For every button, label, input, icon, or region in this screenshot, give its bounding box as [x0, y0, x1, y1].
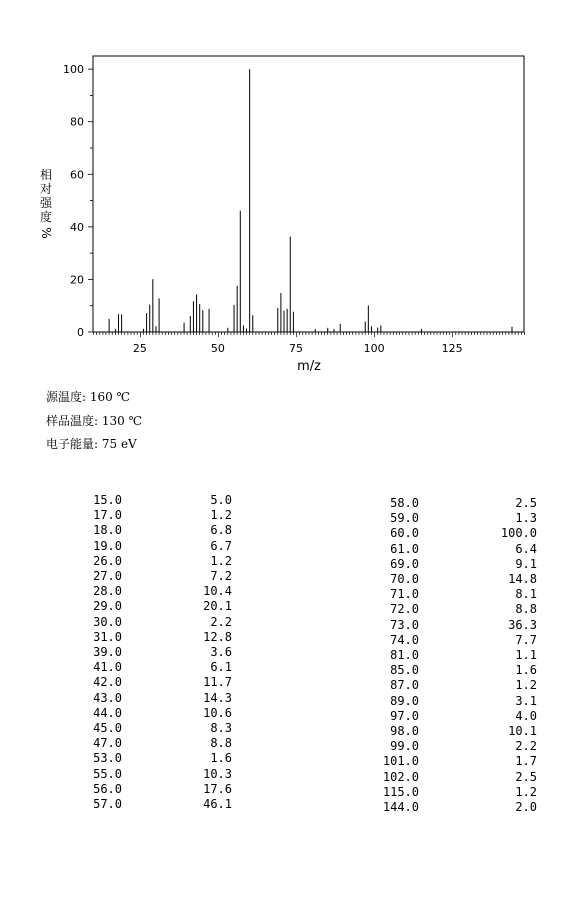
x-tick-label: 125	[441, 342, 463, 355]
peak-intensity: 9.1	[515, 556, 537, 571]
peak-intensity: 10.1	[508, 724, 537, 739]
peak-mz: 61.0	[390, 541, 419, 556]
peak-intensity: 2.0	[515, 800, 537, 815]
source-temperature	[46, 388, 130, 405]
sample-temperature-value: 130 ℃	[101, 414, 143, 428]
source-temperature-value: 160 ℃	[89, 390, 131, 404]
peak-row	[377, 754, 537, 769]
peak-mz: 28.0	[93, 584, 122, 599]
peak-row	[377, 526, 537, 541]
peak-row	[377, 709, 537, 724]
peak-mz: 59.0	[390, 511, 419, 526]
peak-intensity: 1.2	[515, 784, 537, 799]
peak-mz: 29.0	[93, 599, 122, 614]
peak-mz: 17.0	[93, 508, 122, 523]
peak-mz: 99.0	[390, 739, 419, 754]
peak-row	[377, 557, 537, 572]
peak-intensity: 6.7	[210, 538, 232, 553]
peak-mz: 19.0	[93, 538, 122, 553]
peak-row	[377, 602, 537, 617]
peak-row	[377, 633, 537, 648]
peak-row	[90, 660, 232, 675]
peak-row	[377, 785, 537, 800]
peak-row	[377, 618, 537, 633]
peak-row	[377, 678, 537, 693]
peak-row	[90, 569, 232, 584]
peak-row	[90, 691, 232, 706]
peak-mz: 73.0	[390, 617, 419, 632]
peak-table-left	[90, 493, 232, 812]
peak-intensity: 6.8	[210, 523, 232, 538]
y-tick-label: 60	[70, 168, 84, 182]
peak-intensity: 1.3	[515, 511, 537, 526]
x-axis-ticks	[94, 332, 525, 355]
peak-row	[377, 648, 537, 663]
peak-row	[377, 724, 537, 739]
peak-row	[377, 496, 537, 511]
peak-intensity: 10.6	[203, 705, 232, 720]
peak-row	[90, 782, 232, 797]
peak-row	[377, 694, 537, 709]
peak-intensity: 7.7	[515, 632, 537, 647]
peak-intensity: 11.7	[203, 675, 232, 690]
y-tick-label: 40	[70, 220, 84, 234]
peak-intensity: 36.3	[508, 617, 537, 632]
peak-intensity: 10.3	[203, 766, 232, 781]
peak-intensity: 2.2	[515, 739, 537, 754]
peak-intensity: 8.8	[210, 736, 232, 751]
peak-intensity: 14.8	[508, 572, 537, 587]
peak-intensity: 4.0	[515, 708, 537, 723]
peak-mz: 45.0	[93, 721, 122, 736]
peak-intensity: 17.6	[203, 781, 232, 796]
peak-intensity: 10.4	[203, 584, 232, 599]
peak-intensity: 1.6	[515, 663, 537, 678]
peak-row	[90, 554, 232, 569]
peak-mz: 30.0	[93, 614, 122, 629]
peak-intensity: 1.2	[210, 553, 232, 568]
peak-mz: 43.0	[93, 690, 122, 705]
y-axis-label	[38, 168, 54, 240]
peak-row	[90, 675, 232, 690]
peak-intensity: 1.7	[515, 754, 537, 769]
peak-mz: 115.0	[382, 784, 419, 799]
sample-temperature	[46, 412, 142, 429]
peak-intensity: 1.1	[515, 648, 537, 663]
peak-row	[90, 493, 232, 508]
peak-intensity: 7.2	[210, 569, 232, 584]
peak-row	[377, 572, 537, 587]
peak-mz: 57.0	[93, 797, 122, 812]
y-tick-label: 100	[63, 63, 84, 77]
x-tick-label: 50	[210, 342, 225, 355]
peak-mz: 56.0	[93, 781, 122, 796]
peak-mz: 31.0	[93, 629, 122, 644]
peak-mz: 89.0	[390, 693, 419, 708]
peak-mz: 102.0	[382, 769, 419, 784]
y-axis-ticks	[63, 63, 93, 339]
peak-intensity: 2.5	[515, 769, 537, 784]
peak-row	[90, 645, 232, 660]
peak-intensity: 6.4	[515, 541, 537, 556]
peak-intensity: 2.5	[515, 496, 537, 510]
peak-mz: 44.0	[93, 705, 122, 720]
peak-mz: 71.0	[390, 587, 419, 602]
peak-mz: 101.0	[382, 754, 419, 769]
peak-mz: 81.0	[390, 648, 419, 663]
peak-mz: 39.0	[93, 645, 122, 660]
peak-row	[90, 508, 232, 523]
peak-mz: 72.0	[390, 602, 419, 617]
peak-row	[377, 511, 537, 526]
x-tick-label: 75	[289, 342, 304, 355]
peak-intensity: 6.1	[210, 660, 232, 675]
electron-energy	[46, 435, 137, 452]
peak-row	[90, 751, 232, 766]
y-tick-label: 20	[70, 273, 84, 287]
peak-mz: 58.0	[390, 496, 419, 510]
peak-row	[90, 584, 232, 599]
peak-row	[377, 770, 537, 785]
peak-row	[90, 767, 232, 782]
peak-mz: 18.0	[93, 523, 122, 538]
peak-row	[90, 523, 232, 538]
peak-row	[90, 706, 232, 721]
x-axis-label: m/z	[297, 359, 321, 374]
peak-intensity: 8.3	[210, 721, 232, 736]
y-tick-label: 80	[70, 115, 84, 129]
peak-row	[377, 587, 537, 602]
y-tick-label: 0	[77, 326, 84, 339]
peak-row	[377, 800, 537, 815]
peak-row	[90, 797, 232, 812]
electron-energy-label: 电子能量:	[46, 437, 99, 451]
peak-intensity: 3.6	[210, 645, 232, 660]
peak-intensity: 20.1	[203, 599, 232, 614]
peak-intensity: 14.3	[203, 690, 232, 705]
electron-energy-value: 75 eV	[101, 437, 137, 451]
y-axis-unit: %	[39, 227, 53, 239]
peak-intensity: 46.1	[203, 797, 232, 812]
plot-frame	[93, 56, 524, 332]
peak-row	[377, 739, 537, 754]
peak-mz: 47.0	[93, 736, 122, 751]
peak-intensity: 3.1	[515, 693, 537, 708]
peak-mz: 97.0	[390, 708, 419, 723]
peak-intensity: 2.2	[210, 614, 232, 629]
peak-intensity: 12.8	[203, 629, 232, 644]
peak-intensity: 5.0	[210, 493, 232, 507]
peak-mz: 85.0	[390, 663, 419, 678]
peak-row	[90, 615, 232, 630]
peak-mz: 15.0	[93, 493, 122, 507]
peak-intensity: 8.1	[515, 587, 537, 602]
peak-mz: 41.0	[93, 660, 122, 675]
y-axis-label-text: 相对强度	[39, 168, 52, 224]
peak-mz: 60.0	[390, 526, 419, 541]
peak-mz: 27.0	[93, 569, 122, 584]
peak-mz: 69.0	[390, 556, 419, 571]
peak-row	[90, 736, 232, 751]
peak-row	[90, 721, 232, 736]
mass-spectrum-chart	[0, 0, 570, 380]
source-temperature-label: 源温度:	[46, 390, 87, 404]
peak-intensity: 1.2	[210, 508, 232, 523]
peak-intensity: 1.6	[210, 751, 232, 766]
peak-row	[90, 599, 232, 614]
x-tick-label: 100	[363, 342, 385, 355]
peak-intensity: 8.8	[515, 602, 537, 617]
peak-mz: 53.0	[93, 751, 122, 766]
peak-intensity: 1.2	[515, 678, 537, 693]
spectrum-bars	[109, 69, 512, 332]
peak-row	[377, 663, 537, 678]
peak-mz: 26.0	[93, 553, 122, 568]
peak-mz: 144.0	[382, 800, 419, 815]
peak-mz: 87.0	[390, 678, 419, 693]
peak-mz: 55.0	[93, 766, 122, 781]
peak-row	[377, 542, 537, 557]
peak-mz: 42.0	[93, 675, 122, 690]
x-tick-label: 25	[132, 342, 147, 355]
peak-row	[90, 539, 232, 554]
peak-mz: 74.0	[390, 632, 419, 647]
peak-mz: 98.0	[390, 724, 419, 739]
sample-temperature-label: 样品温度:	[46, 414, 99, 428]
peak-row	[90, 630, 232, 645]
peak-table-right	[377, 496, 537, 815]
peak-intensity: 100.0	[500, 526, 537, 541]
peak-mz: 70.0	[390, 572, 419, 587]
